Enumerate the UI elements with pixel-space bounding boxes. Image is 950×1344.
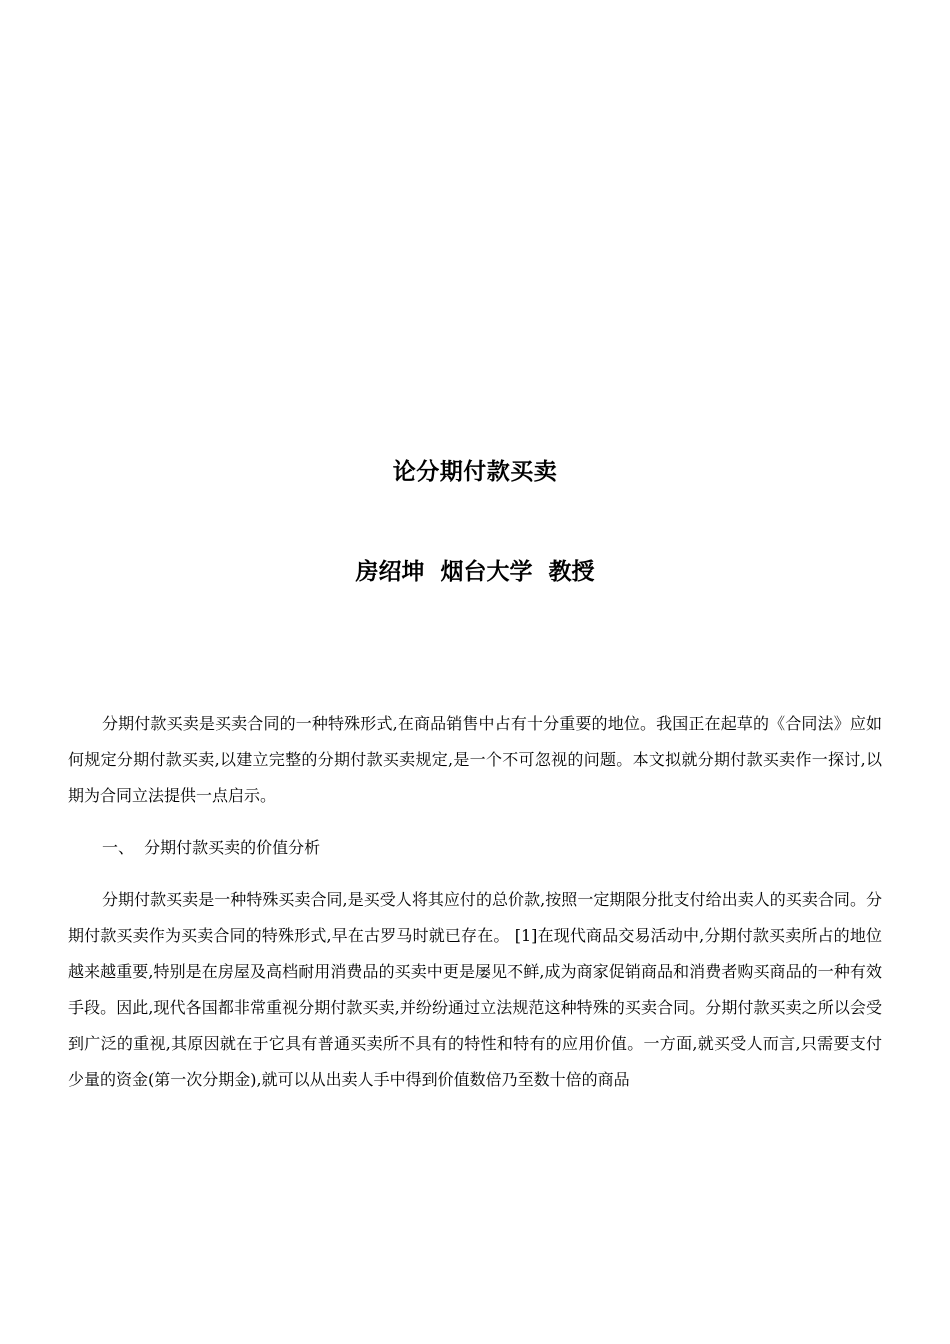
intro-paragraph: 分期付款买卖是买卖合同的一种特殊形式,在商品销售中占有十分重要的地位。我国正在起草的《合同法》应如何规定分期付款买卖,以建立完整的分期付款买卖规定,是一个不可忽视的问题。本文拟就分期付款买卖作一探讨,以期为合同立法提供一点启示。 [68,714,882,805]
section-heading: 一、 分期付款买卖的价值分析 [102,838,321,857]
section-paragraph: 分期付款买卖是一种特殊买卖合同,是买受人将其应付的总价款,按照一定期限分批支付给出卖人的买卖合同。分期付款买卖作为买卖合同的特殊形式,早在古罗马时就已存在。 [1]在现代商品交易活动中,分期付款买卖所占的地位越来越重要,特别是在房屋及高档耐用消费品的买卖中更是屡见不鲜,成为商家促销商品和消费者购买商品的一种有效手段。因此,现代各国都非常重视分期付款买卖,并纷纷通过立法规范这种特殊的买卖合同。分期付款买卖之所以会受到广泛的重视,其原因就在于它具有普通买卖所不具有的特性和特有的应用价值。一方面,就买受人而言,只需要支付少量的资金(第一次分期金),就可以从出卖人手中得到价值数倍乃至数十倍的商品 [68,890,882,1089]
document-title: 论分期付款买卖 [392,458,558,485]
document-body [68,706,882,1114]
author-byline: 房绍坤 烟台大学 教授 [355,558,595,585]
